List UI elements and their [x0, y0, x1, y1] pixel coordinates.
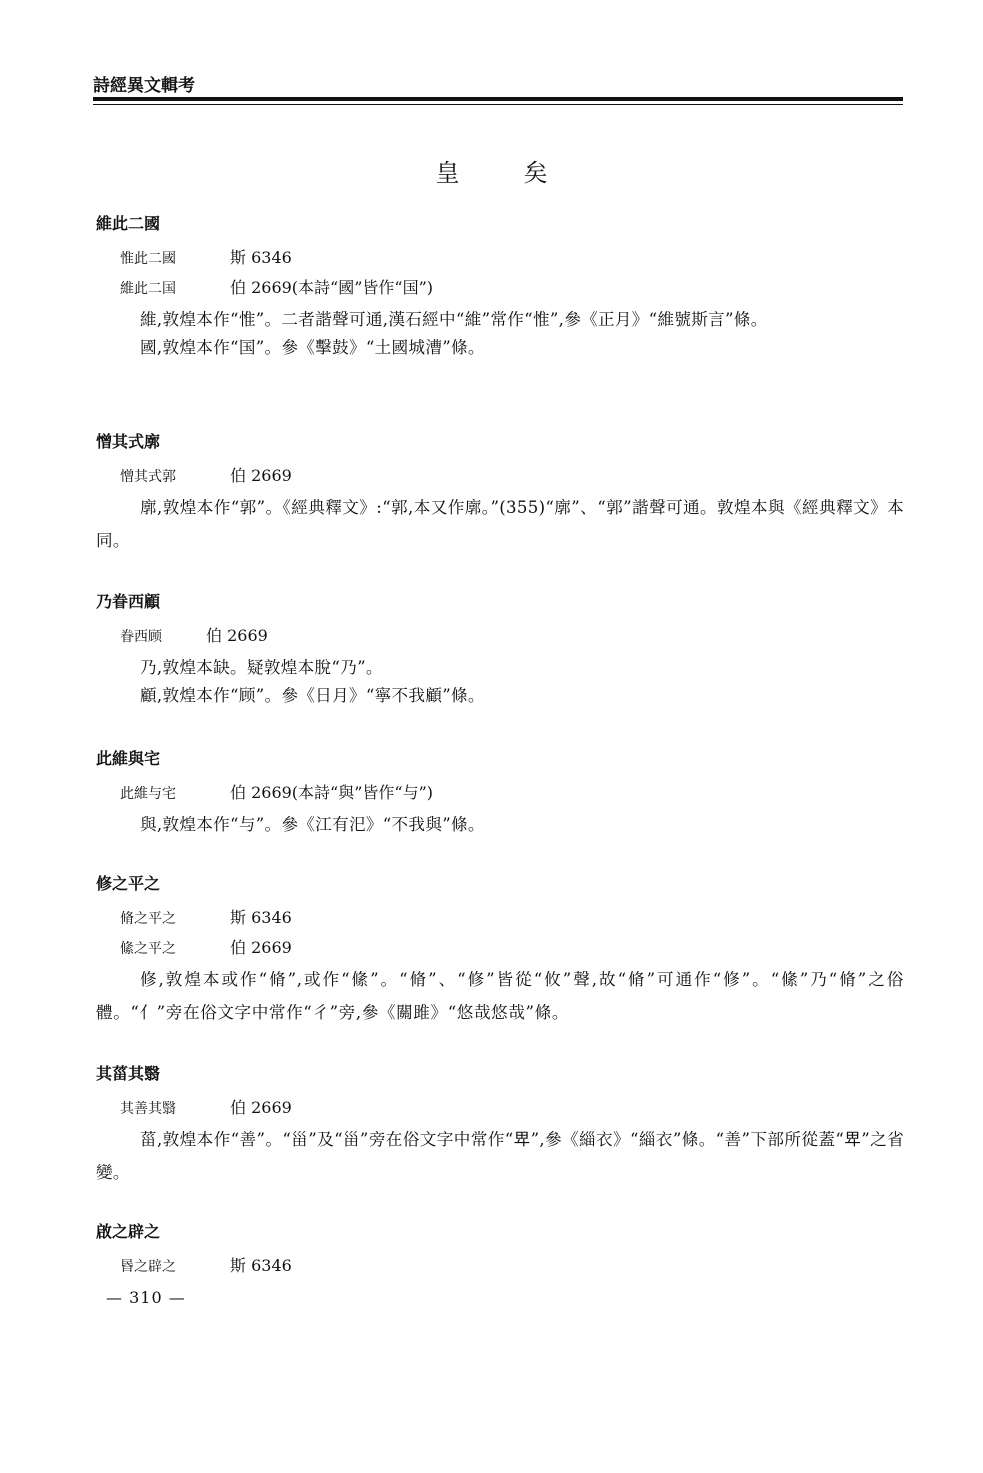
entry-heading: 其菑其翳	[96, 1064, 161, 1083]
running-head: 詩經異文輯考	[93, 76, 195, 96]
variant-text: 眷西顾	[120, 629, 162, 645]
entry-heading: 修之平之	[96, 874, 161, 893]
variant-text: 其善其翳	[120, 1101, 176, 1117]
commentary-paragraph: 修,敦煌本或作“脩”,或作“絛”。“脩”、“修”皆從“攸”聲,故“脩”可通作“修”。“絛”乃“脩”之俗體。“亻”旁在俗文字中常作“彳”旁,參《關雎》“悠哉悠哉”條。	[96, 970, 904, 1022]
manuscript-source: 伯 2669	[230, 938, 292, 957]
entry	[96, 1064, 904, 1189]
entry	[96, 432, 904, 557]
variant-line	[96, 1256, 904, 1276]
commentary-paragraph: 與,敦煌本作“与”。參《江有汜》“不我與”條。	[140, 815, 485, 834]
variant-text: 絛之平之	[120, 941, 176, 957]
variant-text: 昬之辟之	[120, 1259, 176, 1275]
manuscript-source: 伯 2669(本詩“與”皆作“与”)	[230, 783, 434, 802]
variant-line	[96, 248, 904, 268]
manuscript-source: 伯 2669	[230, 466, 292, 485]
entry-heading: 啟之辟之	[96, 1222, 161, 1241]
entry	[96, 592, 904, 712]
commentary-paragraph: 國,敦煌本作“国”。參《擊鼓》“土國城漕”條。	[140, 338, 485, 357]
entry-heading: 此維與宅	[96, 749, 161, 768]
header-rule-thick	[93, 97, 903, 101]
commentary-paragraph: 維,敦煌本作“惟”。二者諧聲可通,漢石經中“維”常作“惟”,參《正月》“維號斯言”條。	[140, 310, 768, 329]
variant-text: 憎其式郭	[120, 469, 176, 485]
entry-heading: 維此二國	[96, 214, 161, 233]
entry	[96, 749, 904, 841]
manuscript-source: 斯 6346	[230, 248, 292, 267]
entry	[96, 214, 904, 364]
variant-line	[96, 626, 904, 646]
variant-text: 維此二国	[120, 281, 176, 297]
manuscript-source: 斯 6346	[230, 908, 292, 927]
variant-line	[96, 278, 904, 298]
variant-line	[96, 783, 904, 803]
manuscript-source: 伯 2669	[206, 626, 268, 645]
commentary-paragraph: 乃,敦煌本缺。疑敦煌本脫“乃”。	[140, 658, 383, 677]
header-rule-thin	[93, 104, 903, 105]
variant-line	[96, 938, 904, 958]
section-title: 皇 矣	[435, 159, 568, 187]
entry-heading: 憎其式廓	[96, 432, 161, 451]
manuscript-source: 伯 2669	[230, 1098, 292, 1117]
entry	[96, 874, 904, 1029]
variant-text: 惟此二國	[120, 251, 176, 267]
variant-line	[96, 908, 904, 928]
manuscript-source: 斯 6346	[230, 1256, 292, 1275]
commentary-paragraph: 顧,敦煌本作“顾”。參《日月》“寧不我顧”條。	[140, 686, 485, 705]
page-number: — 310 —	[106, 1288, 186, 1307]
variant-line	[96, 466, 904, 486]
variant-text: 此維与宅	[120, 786, 176, 802]
entry-heading: 乃眷西顧	[96, 592, 161, 611]
entry	[96, 1222, 904, 1286]
manuscript-source: 伯 2669(本詩“國”皆作“国”)	[230, 278, 434, 297]
variant-line	[96, 1098, 904, 1118]
commentary-paragraph: 廓,敦煌本作“郭”。《經典釋文》:“郭,本又作廓。”(355)“廓”、“郭”諧聲可通。敦煌本與《經典釋文》本同。	[96, 498, 904, 550]
commentary-paragraph: 菑,敦煌本作“善”。“甾”及“甾”旁在俗文字中常作“𤰞”,參《緇衣》“緇衣”條。“善”下部所從蓋“𤰞”之省變。	[96, 1130, 904, 1182]
variant-text: 脩之平之	[120, 911, 176, 927]
